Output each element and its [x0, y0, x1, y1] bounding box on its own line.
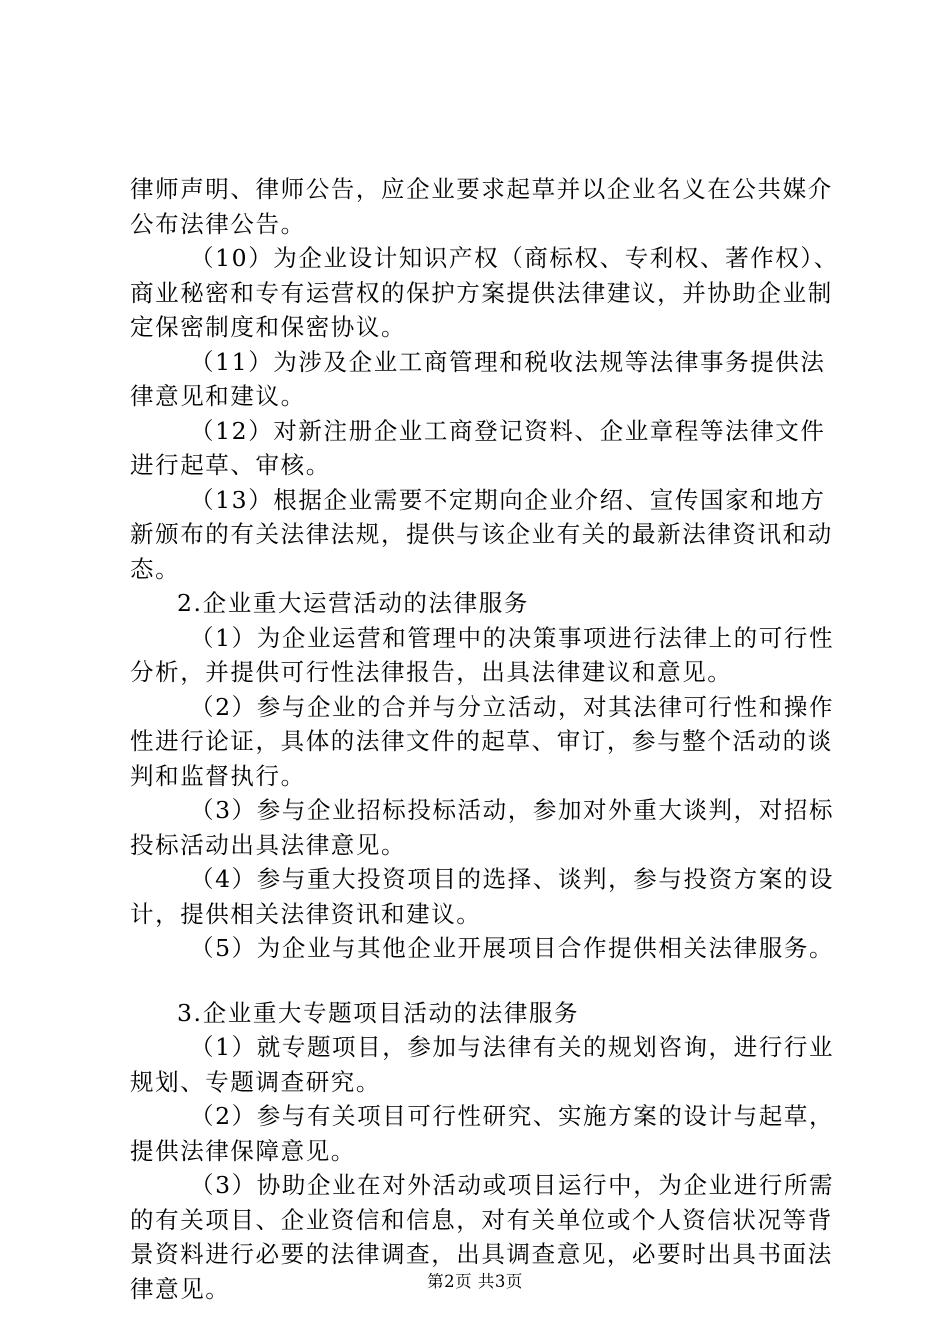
sub-item-2-5: （5）为企业与其他企业开展项目合作提供相关法律服务。: [190, 934, 835, 962]
sub-item-2-4: （4）参与重大投资项目的选择、谈判，参与投资方案的设计，提供相关法律资讯和建议。: [130, 865, 835, 928]
sub-item-3-1: （1）就专题项目，参加与法律有关的规划咨询，进行行业规划、专题调查研究。: [130, 1033, 835, 1096]
section-heading-2: 2.企业重大运营活动的法律服务: [177, 589, 529, 617]
sub-item-3-2: （2）参与有关项目可行性研究、实施方案的设计与起草，提供法律保障意见。: [130, 1102, 835, 1165]
blank-line: [130, 966, 850, 996]
sub-item-3-3: （3）协助企业在对外活动或项目运行中，为企业进行所需的有关项目、企业资信和信息，对有关单位或个人资信状况等背景资料进行必要的法律调查，出具调查意见，必要时出具书面法律意见。: [130, 1171, 835, 1303]
list-item-10: （10）为企业设计知识产权（商标权、专利权、著作权）、商业秘密和专有运营权的保护方案提供法律建议，并协助企业制定保密制度和保密协议。: [130, 244, 839, 341]
list-item-13: （13）根据企业需要不定期向企业介绍、宣传国家和地方新颁布的有关法律法规，提供与该企业有关的最新法律资讯和动态。: [130, 485, 833, 583]
list-item-11: （11）为涉及企业工商管理和税收法规等法律事务提供法律意见和建议。: [130, 347, 826, 410]
section-heading-3: 3.企业重大专题项目活动的法律服务: [177, 998, 580, 1027]
list-item-12: （12）对新注册企业工商登记资料、企业章程等法律文件进行起草、审核。: [130, 416, 826, 479]
sub-item-2-3: （3）参与企业招标投标活动，参加对外重大谈判，对招标投标活动出具法律意见。: [130, 796, 835, 859]
sub-item-2-1: （1）为企业运营和管理中的决策事项进行法律上的可行性分析，并提供可行性法律报告，出具法律建议和意见。: [130, 623, 835, 686]
document-body: [130, 172, 850, 1306]
page-footer: 第2页 共3页: [427, 1272, 523, 1291]
paragraph-continuation: 律师声明、律师公告，应企业要求起草并以企业名义在公共媒介公布法律公告。: [130, 175, 833, 238]
sub-item-2-2: （2）参与企业的合并与分立活动，对其法律可行性和操作性进行论证，具体的法律文件的起草、审订，参与整个活动的谈判和监督执行。: [130, 692, 835, 790]
